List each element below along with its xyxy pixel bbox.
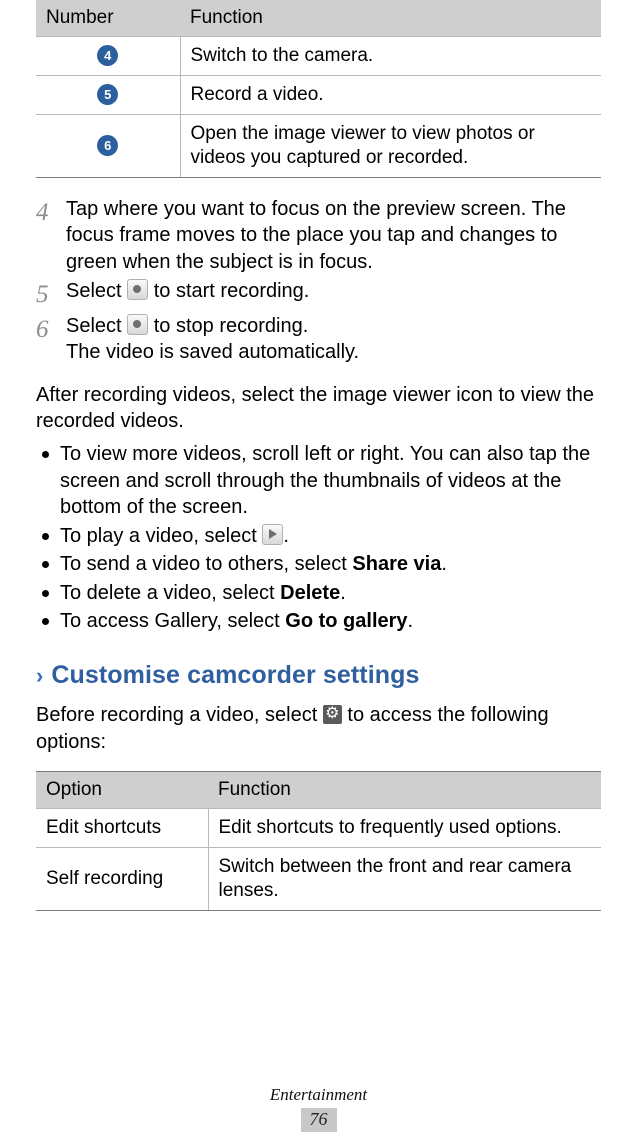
- table-row: [36, 75, 601, 114]
- step-number: 4: [36, 198, 49, 226]
- table-header: [36, 0, 601, 37]
- number-badge-6: 6: [97, 135, 118, 156]
- bullet-text-after: .: [441, 553, 447, 576]
- step-item: [36, 313, 601, 366]
- bullet-text-before: To access Gallery, select: [60, 610, 280, 633]
- play-icon: [262, 524, 283, 545]
- bullet-emphasis: Delete: [280, 581, 341, 604]
- step-item: [36, 196, 601, 276]
- list-item: [36, 580, 601, 607]
- row-function-cell: Record a video.: [180, 75, 601, 114]
- after-recording-paragraph: After recording videos, select the image viewer icon to view the recorded videos.: [36, 383, 595, 433]
- options-table: [36, 771, 601, 911]
- list-item: [36, 608, 601, 635]
- step-text-after: to stop recording.: [153, 314, 309, 337]
- options-table-header: [36, 772, 601, 809]
- list-item: [36, 523, 601, 550]
- bullet-list: [36, 441, 601, 635]
- option-function-cell: Switch between the front and rear camera lenses.: [208, 848, 601, 911]
- option-name-cell: Edit shortcuts: [36, 809, 208, 848]
- options-table-body: [36, 809, 601, 911]
- row-number-cell: [36, 37, 180, 76]
- table-row: [36, 809, 601, 848]
- section-intro-after: to access the following options:: [36, 704, 549, 753]
- table-row: [36, 37, 601, 76]
- list-item: [36, 441, 601, 521]
- column-header-function: Function: [208, 772, 601, 809]
- bullet-text-before: To delete a video, select: [60, 581, 275, 604]
- option-function-cell: Edit shortcuts to frequently used options.: [208, 809, 601, 848]
- section-heading: [36, 661, 601, 690]
- row-number-cell: [36, 75, 180, 114]
- step-text: Tap where you want to focus on the preview screen. The focus frame moves to the place you tap and changes to green when the subject is in focus.: [66, 197, 566, 273]
- bullet-text-after: .: [340, 581, 346, 604]
- step-number: 5: [36, 280, 49, 308]
- table-header-row: [36, 0, 601, 37]
- column-header-function: Function: [180, 0, 601, 37]
- bullet-text-after: .: [407, 610, 414, 633]
- bullet-emphasis: Go to gallery: [285, 610, 408, 633]
- table-body: [36, 37, 601, 178]
- section-intro-paragraph: [36, 702, 601, 755]
- page-number: 76: [301, 1108, 337, 1132]
- record-icon: [127, 279, 148, 300]
- row-number-cell: [36, 114, 180, 177]
- options-header-row: [36, 772, 601, 809]
- stop-record-icon: [127, 314, 148, 335]
- list-item: [36, 551, 601, 578]
- step-text-before: Select: [66, 314, 122, 337]
- step-number: 6: [36, 315, 49, 343]
- row-function-cell: Open the image viewer to view photos or videos you captured or recorded.: [180, 114, 601, 177]
- number-badge-5: 5: [97, 84, 118, 105]
- chevron-right-icon: ›: [36, 663, 44, 689]
- bullet-text: To view more videos, scroll left or right. You can also tap the screen and scroll through the thumbnails of videos at the bottom of the screen.: [60, 442, 591, 519]
- bullet-text-after: .: [283, 524, 289, 547]
- number-function-table: [36, 0, 601, 178]
- step-text-before: Select: [66, 279, 122, 302]
- bullet-text-before: To send a video to others, select: [60, 553, 347, 576]
- table-row: [36, 848, 601, 911]
- table-row: [36, 114, 601, 177]
- steps-list: [36, 196, 601, 366]
- footer-section-label: Entertainment: [269, 1085, 368, 1104]
- step-subtext: The video is saved automatically.: [66, 341, 360, 364]
- settings-gear-icon: [323, 705, 342, 724]
- column-header-option: Option: [36, 772, 208, 809]
- bullet-text-before: To play a video, select: [60, 524, 257, 547]
- row-function-cell: Switch to the camera.: [180, 37, 601, 76]
- step-text: [66, 278, 601, 305]
- step-text-after: to start recording.: [153, 279, 310, 302]
- step-text: [66, 313, 601, 366]
- number-badge-4: 4: [97, 45, 118, 66]
- bullet-emphasis: Share via: [352, 553, 442, 576]
- option-name-cell: Self recording: [36, 848, 208, 911]
- section-intro-before: Before recording a video, select: [36, 704, 318, 727]
- section-title: Customise camcorder settings: [51, 661, 420, 690]
- step-item: [36, 278, 601, 311]
- page-footer: [0, 1085, 637, 1132]
- column-header-number: Number: [36, 0, 180, 37]
